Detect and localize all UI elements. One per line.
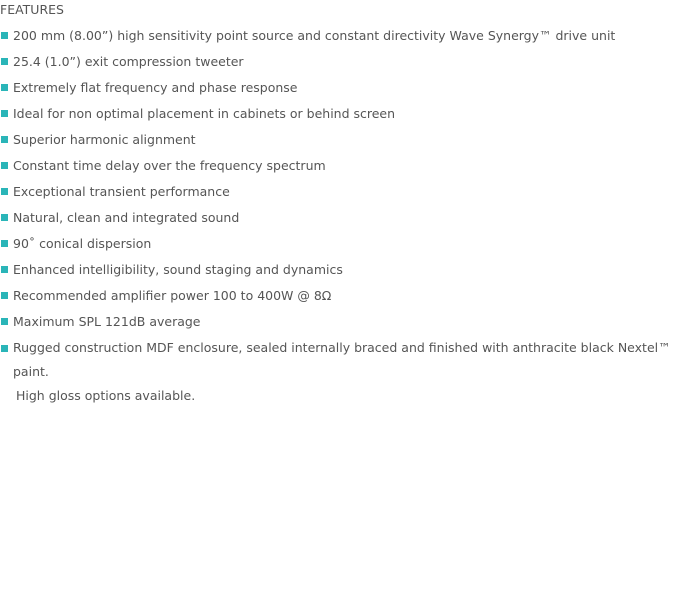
list-item [0, 312, 700, 338]
feature-text: 90˚ conical dispersion [13, 236, 152, 251]
list-item [0, 260, 700, 286]
feature-text: Extremely flat frequency and phase response [13, 80, 298, 95]
square-bullet-icon [1, 32, 8, 39]
square-bullet-icon [1, 188, 8, 195]
feature-text: Rugged construction MDF enclosure, sealed internally braced and finished with anthracite black Nextel™ paint. [13, 340, 671, 379]
square-bullet-icon [1, 240, 8, 247]
feature-text: 200 mm (8.00”) high sensitivity point source and constant directivity Wave Synergy™ drive unit [13, 28, 616, 43]
square-bullet-icon [1, 136, 8, 143]
square-bullet-icon [1, 292, 8, 299]
feature-text-continuation: High gloss options available. [16, 388, 196, 403]
square-bullet-icon [1, 110, 8, 117]
features-heading: FEATURES [0, 2, 64, 17]
square-bullet-icon [1, 266, 8, 273]
list-item [0, 234, 700, 260]
list-item [0, 52, 700, 78]
feature-text: Natural, clean and integrated sound [13, 210, 240, 225]
square-bullet-icon [1, 58, 8, 65]
list-item [0, 336, 673, 408]
list-item [0, 26, 700, 52]
feature-text: Exceptional transient performance [13, 184, 230, 199]
feature-text: Constant time delay over the frequency spectrum [13, 158, 326, 173]
list-item [0, 104, 700, 130]
features-list [0, 26, 700, 408]
list-item [0, 78, 700, 104]
list-item [0, 156, 700, 182]
feature-text: Maximum SPL 121dB average [13, 314, 201, 329]
square-bullet-icon [1, 162, 8, 169]
feature-text: Ideal for non optimal placement in cabinets or behind screen [13, 106, 396, 121]
feature-text: 25.4 (1.0”) exit compression tweeter [13, 54, 244, 69]
square-bullet-icon [1, 345, 8, 352]
feature-text: Recommended amplifier power 100 to 400W @ 8Ω [13, 288, 332, 303]
square-bullet-icon [1, 84, 8, 91]
list-item [0, 208, 700, 234]
feature-text: Enhanced intelligibility, sound staging and dynamics [13, 262, 343, 277]
square-bullet-icon [1, 318, 8, 325]
list-item [0, 286, 700, 312]
list-item [0, 182, 700, 208]
list-item [0, 130, 700, 156]
feature-text: Superior harmonic alignment [13, 132, 196, 147]
square-bullet-icon [1, 214, 8, 221]
